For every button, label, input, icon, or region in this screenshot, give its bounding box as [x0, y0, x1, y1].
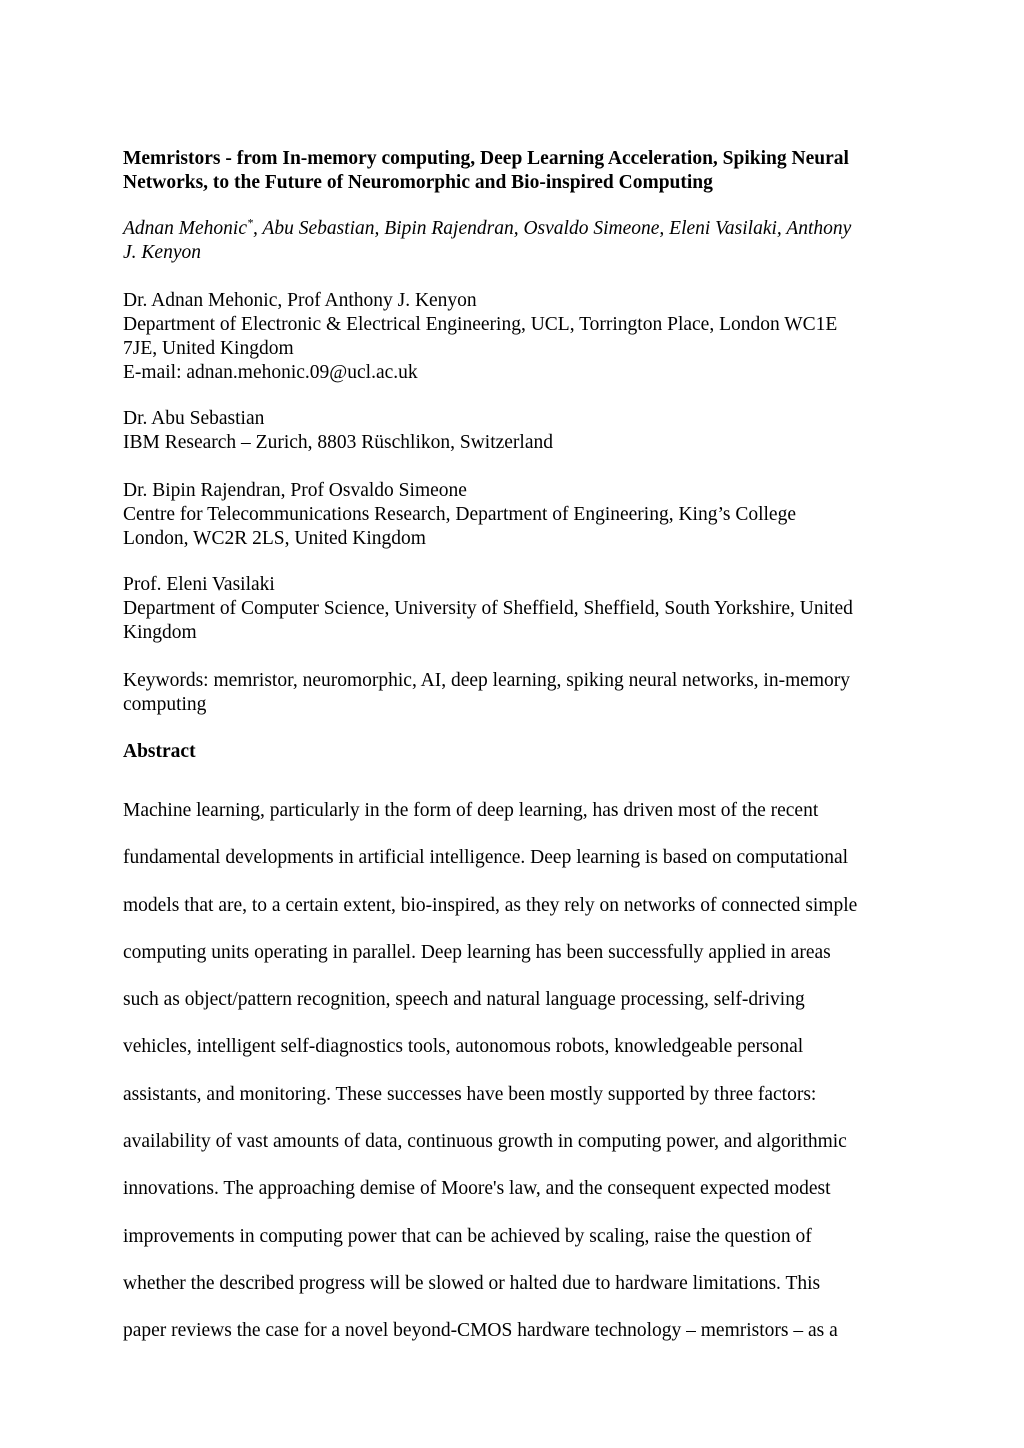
- abstract-line: innovations. The approaching demise of Moore's law, and the consequent expected modest: [123, 1178, 831, 1200]
- paper-title: [123, 147, 913, 195]
- keywords-line: computing: [123, 694, 207, 715]
- author-line: [123, 217, 913, 241]
- corresponding-author-mark: *: [247, 215, 254, 230]
- affiliation-address: London, WC2R 2LS, United Kingdom: [123, 528, 426, 549]
- contact-email: E-mail: adnan.mehonic.09@ucl.ac.uk: [123, 362, 418, 383]
- affiliation-names: Prof. Eleni Vasilaki: [123, 574, 275, 595]
- abstract-heading: Abstract: [123, 741, 196, 762]
- title-line: Networks, to the Future of Neuromorphic and Bio-inspired Computing: [123, 172, 713, 193]
- keywords-line: Keywords: memristor, neuromorphic, AI, deep learning, spiking neural networks, in-memory: [123, 670, 851, 691]
- affiliation-names: Dr. Bipin Rajendran, Prof Osvaldo Simeone: [123, 480, 467, 501]
- abstract-line: improvements in computing power that can be achieved by scaling, raise the question of: [123, 1225, 812, 1247]
- affiliation-address: Kingdom: [123, 622, 197, 643]
- affiliation-names: Dr. Adnan Mehonic, Prof Anthony J. Kenyon: [123, 290, 477, 311]
- affiliation-address: Centre for Telecommunications Research, Department of Engineering, King’s College: [123, 504, 796, 525]
- abstract-line: Machine learning, particularly in the form of deep learning, has driven most of the recent: [123, 800, 819, 821]
- abstract-line: models that are, to a certain extent, bio-inspired, as they rely on networks of connected simple: [123, 894, 858, 916]
- abstract-line: such as object/pattern recognition, speech and natural language processing, self-driving: [123, 989, 805, 1011]
- affiliation-ucl: [123, 289, 913, 385]
- abstract-line: availability of vast amounts of data, continuous growth in computing power, and algorithmic: [123, 1131, 847, 1153]
- abstract-line: assistants, and monitoring. These successes have been mostly supported by three factors:: [123, 1083, 817, 1105]
- affiliation-address: IBM Research – Zurich, 8803 Rüschlikon, Switzerland: [123, 432, 553, 453]
- keywords: [123, 669, 913, 717]
- abstract-line: fundamental developments in artificial intelligence. Deep learning is based on computational: [123, 847, 849, 869]
- author-list: [123, 217, 913, 265]
- affiliation-address: Department of Computer Science, University of Sheffield, Sheffield, South Yorkshire, United: [123, 598, 853, 619]
- abstract-line: computing units operating in parallel. Deep learning has been successfully applied in areas: [123, 941, 831, 963]
- affiliation-ibm: [123, 407, 913, 455]
- co-authors: , Abu Sebastian, Bipin Rajendran, Osvaldo Simeone, Eleni Vasilaki, Anthony: [253, 218, 852, 239]
- title-line: Memristors - from In-memory computing, Deep Learning Acceleration, Spiking Neural: [123, 148, 849, 169]
- affiliation-names: Dr. Abu Sebastian: [123, 408, 265, 429]
- affiliation-sheffield: [123, 573, 913, 645]
- affiliation-address: Department of Electronic & Electrical Engineering, UCL, Torrington Place, London WC1E: [123, 314, 838, 335]
- first-author: Adnan Mehonic: [123, 218, 248, 239]
- abstract-body: [123, 787, 923, 1355]
- author-line: J. Kenyon: [123, 242, 201, 263]
- affiliation-address: 7JE, United Kingdom: [123, 338, 294, 359]
- affiliation-kings: [123, 479, 913, 551]
- abstract-line: vehicles, intelligent self-diagnostics tools, autonomous robots, knowledgeable personal: [123, 1036, 804, 1058]
- abstract-line: whether the described progress will be slowed or halted due to hardware limitations. This: [123, 1272, 821, 1294]
- abstract-line: paper reviews the case for a novel beyond-CMOS hardware technology – memristors – as a: [123, 1320, 838, 1342]
